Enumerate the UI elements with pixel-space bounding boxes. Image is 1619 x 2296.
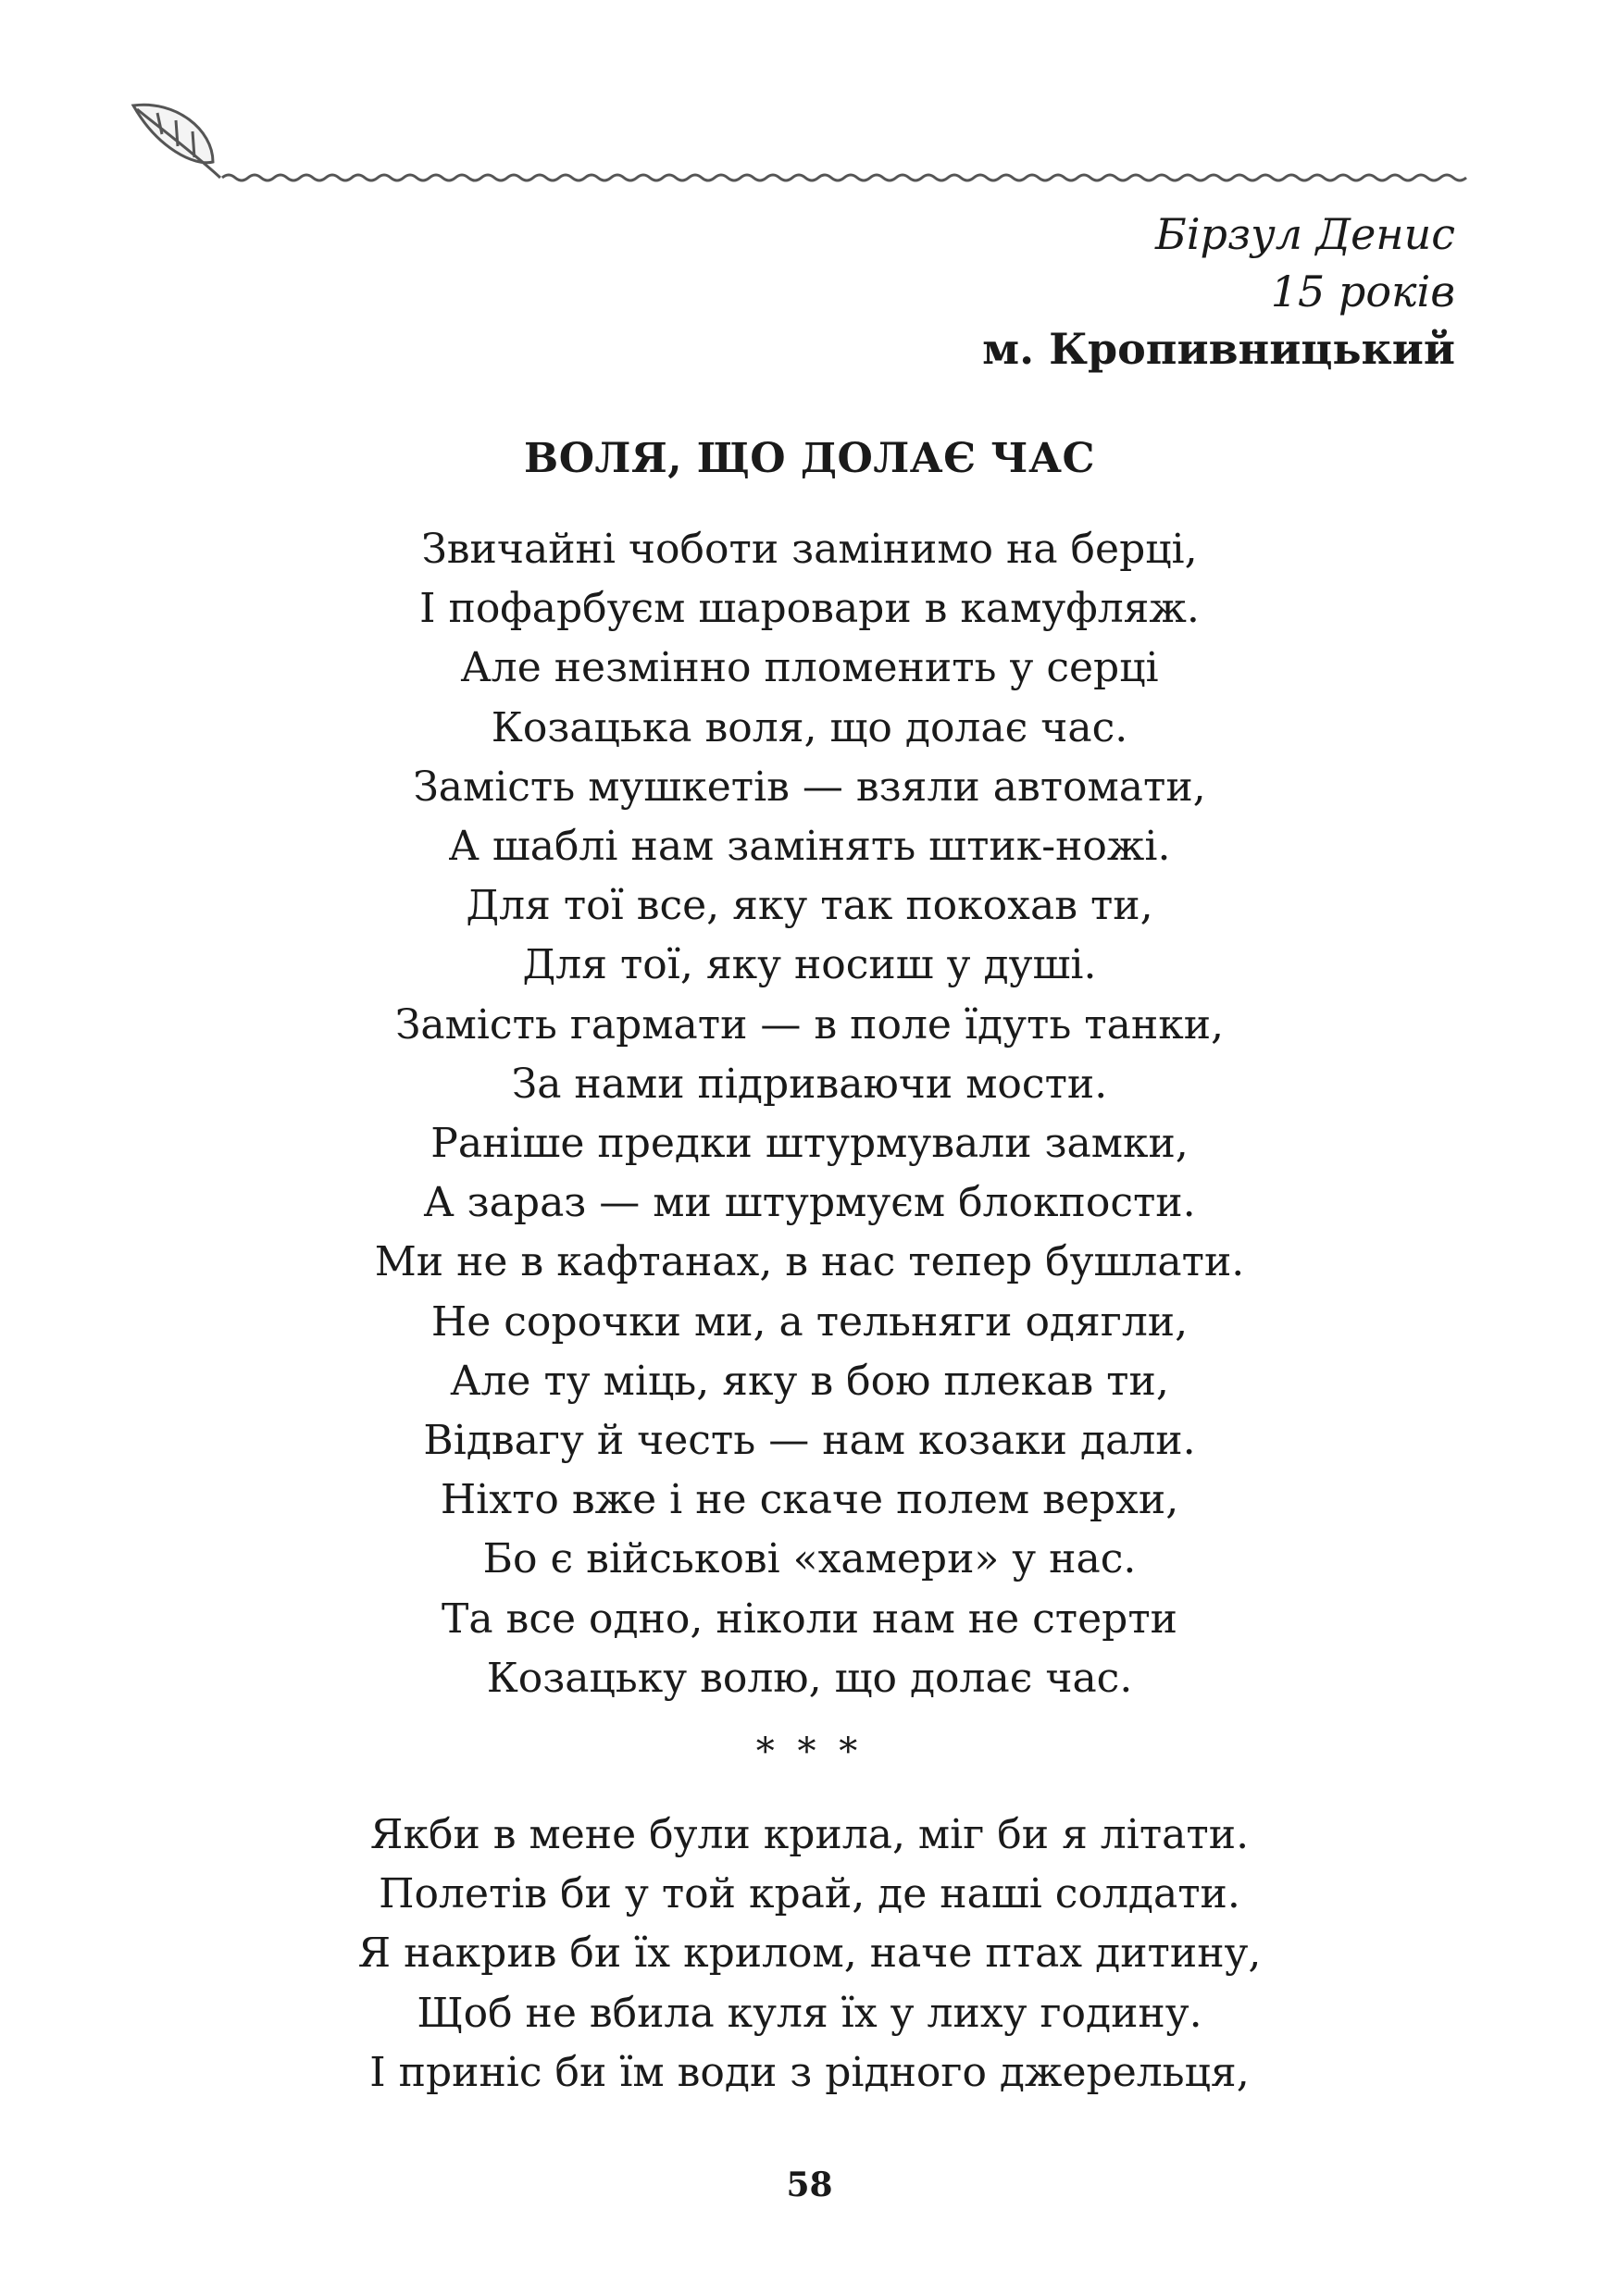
page-number: 58 [786,2166,833,2204]
poem-line: Звичайні чоботи замінимо на берці, [421,526,1198,573]
poem-line: Раніше предки штурмували замки, [430,1120,1189,1168]
poem-line: Козацька воля, що долає час. [491,703,1128,751]
poem-line: І пофарбуєм шаровари в камуфляж. [419,585,1200,633]
poem-line: Замість гармати — в поле їдуть танки, [394,1000,1225,1049]
section-separator: * * * [755,1731,864,1773]
poem-line: Для тої, яку носиш у душі. [522,941,1097,989]
poem-line: Я накрив би їх крилом, наче птах дитину, [357,1930,1262,1978]
poem-line: Ніхто вже і не скаче полем верхи, [440,1476,1179,1524]
poem-line: Та все одно, ніколи нам не стерти [441,1595,1177,1643]
poem-line: Відвагу й честь — нам козаки дали. [423,1417,1196,1465]
poem-line: Якби в мене були крила, міг би я літати. [369,1811,1250,1858]
poem-2 [0,1806,1619,2103]
poem-line: Замість мушкетів — взяли автомати, [413,763,1206,811]
poem-line: Для тої все, яку так покохав ти, [466,882,1153,930]
author-name: Бірзул Денис [1155,209,1455,259]
poem-1 [0,520,1619,1708]
poem-line: Бо є військові «хамери» у нас. [482,1535,1137,1583]
poem-line: Але ту міць, яку в бою плекав ти, [450,1357,1169,1405]
author-block [982,205,1455,378]
poem-line: За нами підриваючи мости. [511,1060,1108,1108]
feather-icon [133,105,220,178]
header-ornament [120,93,1472,194]
poem-line: Не сорочки ми, а тельняги одягли, [430,1297,1189,1346]
poem-line: І приніс би їм води з рідного джерельця, [369,2048,1250,2096]
poem-line: А шаблі нам замінять штик-ножі. [448,823,1171,871]
poem-line: Козацьку волю, що долає час. [486,1654,1133,1702]
author-city: м. Кропивницький [982,324,1455,374]
poem-line: Полетів би у той край, де наші солдати. [379,1870,1240,1918]
wavy-divider [222,175,1466,180]
poem-line: Ми не в кафтанах, в нас тепер бушлати. [374,1238,1245,1286]
author-age: 15 років [1270,267,1455,316]
poem-line: Але незмінно пломенить у серці [460,644,1159,692]
poem-title: ВОЛЯ, ЩО ДОЛАЄ ЧАС [524,435,1095,482]
poem-line: Щоб не вбила куля їх у лиху годину. [417,1989,1202,2037]
poem-line: А зараз — ми штурмуєм блокпости. [423,1179,1196,1227]
